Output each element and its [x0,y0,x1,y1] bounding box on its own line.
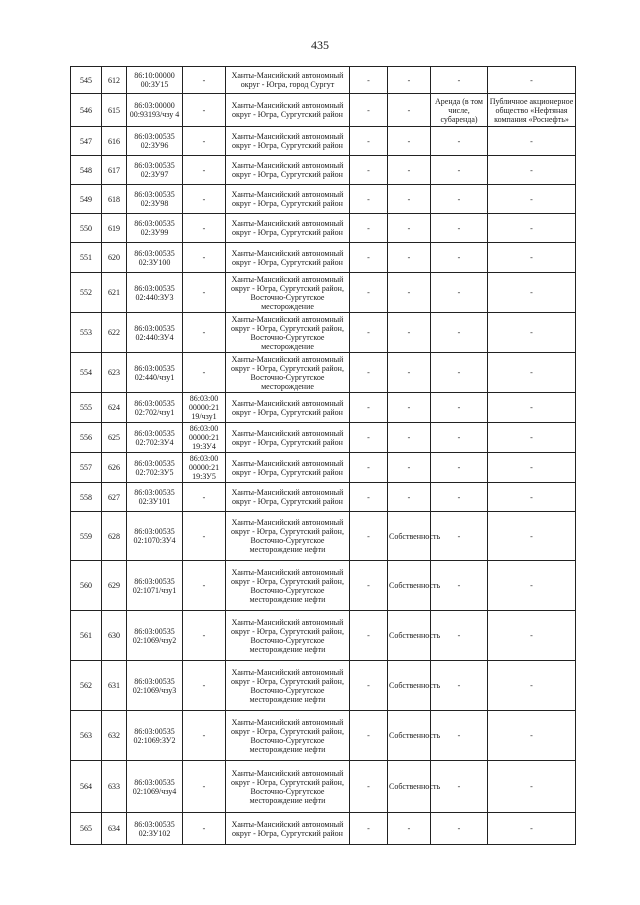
right-type-cell: - [388,353,431,393]
object-id-cell: 627 [102,483,127,512]
category-cell: - [350,353,388,393]
previous-number-cell: - [183,512,226,561]
encumbrance-cell: - [431,453,488,483]
cadastral-number-cell: 86:03:00535 02:1069/чзу3 [127,661,183,711]
previous-number-cell: 86:03:00 00000:21 19:ЗУ4 [183,423,226,453]
cadastral-number-cell: 86:03:00535 02:ЗУ102 [127,813,183,845]
table-row [71,761,576,813]
row-number-cell: 557 [71,453,102,483]
object-id-cell: 622 [102,313,127,353]
table-row [71,561,576,611]
right-type-cell: - [388,185,431,214]
table-row [71,127,576,156]
table-row [71,423,576,453]
category-cell: - [350,453,388,483]
address-cell: Ханты-Мансийский автономный округ - Югра, Сургутский район [226,214,350,243]
cadastral-number-cell: 86:03:00535 02:702:ЗУ5 [127,453,183,483]
address-cell: Ханты-Мансийский автономный округ - Югра, Сургутский район [226,243,350,273]
object-id-cell: 618 [102,185,127,214]
address-cell: Ханты-Мансийский автономный округ - Югра, Сургутский район [226,393,350,423]
previous-number-cell: - [183,313,226,353]
encumbrance-cell: - [431,393,488,423]
previous-number-cell: - [183,273,226,313]
right-type-cell: - [388,813,431,845]
category-cell: - [350,273,388,313]
table-row [71,156,576,185]
category-cell: - [350,67,388,94]
address-cell: Ханты-Мансийский автономный округ - Югра, Сургутский район, Восточно-Сургутское месторождение [226,353,350,393]
cadastral-number-cell: 86:03:00535 02:ЗУ96 [127,127,183,156]
right-type-cell: Собственность [388,661,431,711]
row-number-cell: 555 [71,393,102,423]
row-number-cell: 551 [71,243,102,273]
holder-cell: - [488,273,576,313]
holder-cell: - [488,313,576,353]
address-cell: Ханты-Мансийский автономный округ - Югра, Сургутский район, Восточно-Сургутское месторождение нефти [226,711,350,761]
object-id-cell: 615 [102,94,127,127]
cadastral-number-cell: 86:03:00535 02:ЗУ99 [127,214,183,243]
category-cell: - [350,313,388,353]
row-number-cell: 563 [71,711,102,761]
encumbrance-cell: - [431,214,488,243]
object-id-cell: 625 [102,423,127,453]
previous-number-cell: - [183,67,226,94]
previous-number-cell: - [183,611,226,661]
right-type-cell: - [388,313,431,353]
right-type-cell: - [388,393,431,423]
row-number-cell: 556 [71,423,102,453]
object-id-cell: 624 [102,393,127,423]
row-number-cell: 559 [71,512,102,561]
table-row [71,813,576,845]
table-row [71,353,576,393]
encumbrance-cell: - [431,243,488,273]
cadastral-number-cell: 86:03:00535 02:440:ЗУ4 [127,313,183,353]
right-type-cell: Собственность [388,561,431,611]
right-type-cell: - [388,423,431,453]
address-cell: Ханты-Мансийский автономный округ - Югра, Сургутский район [226,423,350,453]
category-cell: - [350,243,388,273]
cadastral-number-cell: 86:10:00000 00:ЗУ15 [127,67,183,94]
table-row [71,661,576,711]
right-type-cell: - [388,483,431,512]
cadastral-number-cell: 86:03:00535 02:1069:ЗУ2 [127,711,183,761]
object-id-cell: 626 [102,453,127,483]
encumbrance-cell: - [431,313,488,353]
table-row [71,185,576,214]
address-cell: Ханты-Мансийский автономный округ - Югра, Сургутский район, Восточно-Сургутское месторождение нефти [226,611,350,661]
category-cell: - [350,711,388,761]
encumbrance-cell: - [431,156,488,185]
cadastral-number-cell: 86:03:00535 02:ЗУ101 [127,483,183,512]
cadastral-number-cell: 86:03:00535 02:ЗУ98 [127,185,183,214]
cadastral-number-cell: 86:03:00535 02:702:ЗУ4 [127,423,183,453]
category-cell: - [350,611,388,661]
row-number-cell: 565 [71,813,102,845]
address-cell: Ханты-Мансийский автономный округ - Югра, Сургутский район [226,185,350,214]
object-id-cell: 612 [102,67,127,94]
object-id-cell: 621 [102,273,127,313]
address-cell: Ханты-Мансийский автономный округ - Югра, Сургутский район, Восточно-Сургутское месторождение нефти [226,561,350,611]
table-row [71,512,576,561]
row-number-cell: 562 [71,661,102,711]
cadastral-number-cell: 86:03:00535 02:ЗУ97 [127,156,183,185]
object-id-cell: 634 [102,813,127,845]
object-id-cell: 628 [102,512,127,561]
cadastral-number-cell: 86:03:00535 02:1069/чзу2 [127,611,183,661]
table-row [71,214,576,243]
row-number-cell: 561 [71,611,102,661]
encumbrance-cell: - [431,813,488,845]
previous-number-cell: - [183,185,226,214]
land-plot-table [70,66,576,845]
category-cell: - [350,512,388,561]
encumbrance-cell: - [431,353,488,393]
row-number-cell: 558 [71,483,102,512]
previous-number-cell: - [183,661,226,711]
encumbrance-cell: - [431,561,488,611]
right-type-cell: Собственность [388,761,431,813]
holder-cell: - [488,185,576,214]
holder-cell: - [488,67,576,94]
previous-number-cell: 86:03:00 00000:21 19:ЗУ5 [183,453,226,483]
object-id-cell: 616 [102,127,127,156]
category-cell: - [350,127,388,156]
category-cell: - [350,661,388,711]
holder-cell: - [488,761,576,813]
encumbrance-cell: - [431,761,488,813]
object-id-cell: 631 [102,661,127,711]
cadastral-number-cell: 86:03:00535 02:ЗУ100 [127,243,183,273]
category-cell: - [350,393,388,423]
address-cell: Ханты-Мансийский автономный округ - Югра, город Сургут [226,67,350,94]
right-type-cell: - [388,67,431,94]
holder-cell: - [488,353,576,393]
row-number-cell: 560 [71,561,102,611]
holder-cell: - [488,214,576,243]
holder-cell: - [488,243,576,273]
encumbrance-cell: - [431,423,488,453]
previous-number-cell: 86:03:00 00000:21 19/чзу1 [183,393,226,423]
holder-cell: - [488,393,576,423]
encumbrance-cell: - [431,67,488,94]
row-number-cell: 554 [71,353,102,393]
address-cell: Ханты-Мансийский автономный округ - Югра, Сургутский район, Восточно-Сургутское месторождение [226,313,350,353]
previous-number-cell: - [183,561,226,611]
table-row [71,273,576,313]
row-number-cell: 546 [71,94,102,127]
address-cell: Ханты-Мансийский автономный округ - Югра, Сургутский район [226,483,350,512]
holder-cell: - [488,661,576,711]
encumbrance-cell: - [431,512,488,561]
holder-cell: - [488,561,576,611]
table-row [71,483,576,512]
row-number-cell: 553 [71,313,102,353]
address-cell: Ханты-Мансийский автономный округ - Югра, Сургутский район, Восточно-Сургутское месторождение нефти [226,512,350,561]
object-id-cell: 630 [102,611,127,661]
holder-cell: - [488,813,576,845]
previous-number-cell: - [183,214,226,243]
table-row [71,711,576,761]
encumbrance-cell: - [431,661,488,711]
holder-cell: - [488,127,576,156]
encumbrance-cell: - [431,127,488,156]
right-type-cell: - [388,127,431,156]
row-number-cell: 548 [71,156,102,185]
row-number-cell: 545 [71,67,102,94]
object-id-cell: 617 [102,156,127,185]
right-type-cell: - [388,94,431,127]
category-cell: - [350,185,388,214]
table-row [71,243,576,273]
cadastral-number-cell: 86:03:00535 02:702/чзу1 [127,393,183,423]
previous-number-cell: - [183,156,226,185]
table-row [71,393,576,423]
encumbrance-cell: Аренда (в том числе, субаренда) [431,94,488,127]
row-number-cell: 564 [71,761,102,813]
category-cell: - [350,214,388,243]
category-cell: - [350,761,388,813]
row-number-cell: 549 [71,185,102,214]
category-cell: - [350,483,388,512]
encumbrance-cell: - [431,711,488,761]
address-cell: Ханты-Мансийский автономный округ - Югра, Сургутский район, Восточно-Сургутское месторождение нефти [226,761,350,813]
object-id-cell: 632 [102,711,127,761]
right-type-cell: Собственность [388,711,431,761]
cadastral-number-cell: 86:03:00535 02:1070:ЗУ4 [127,512,183,561]
right-type-cell: - [388,243,431,273]
previous-number-cell: - [183,761,226,813]
address-cell: Ханты-Мансийский автономный округ - Югра, Сургутский район, Восточно-Сургутское месторождение [226,273,350,313]
previous-number-cell: - [183,94,226,127]
object-id-cell: 629 [102,561,127,611]
category-cell: - [350,423,388,453]
cadastral-number-cell: 86:03:00535 02:1069/чзу4 [127,761,183,813]
table-body [71,67,576,845]
category-cell: - [350,561,388,611]
object-id-cell: 623 [102,353,127,393]
encumbrance-cell: - [431,273,488,313]
table-row [71,94,576,127]
address-cell: Ханты-Мансийский автономный округ - Югра, Сургутский район [226,813,350,845]
cadastral-number-cell: 86:03:00000 00:93193/чзу 4 [127,94,183,127]
previous-number-cell: - [183,127,226,156]
right-type-cell: - [388,453,431,483]
holder-cell: - [488,453,576,483]
table-row [71,313,576,353]
right-type-cell: - [388,214,431,243]
previous-number-cell: - [183,243,226,273]
holder-cell: - [488,611,576,661]
row-number-cell: 547 [71,127,102,156]
encumbrance-cell: - [431,483,488,512]
address-cell: Ханты-Мансийский автономный округ - Югра, Сургутский район [226,127,350,156]
right-type-cell: - [388,273,431,313]
previous-number-cell: - [183,711,226,761]
table-row [71,453,576,483]
address-cell: Ханты-Мансийский автономный округ - Югра, Сургутский район [226,453,350,483]
cadastral-number-cell: 86:03:00535 02:440/чзу1 [127,353,183,393]
address-cell: Ханты-Мансийский автономный округ - Югра, Сургутский район, Восточно-Сургутское месторождение нефти [226,661,350,711]
cadastral-number-cell: 86:03:00535 02:440:ЗУ3 [127,273,183,313]
holder-cell: - [488,156,576,185]
object-id-cell: 620 [102,243,127,273]
address-cell: Ханты-Мансийский автономный округ - Югра, Сургутский район [226,156,350,185]
category-cell: - [350,156,388,185]
right-type-cell: Собственность [388,512,431,561]
encumbrance-cell: - [431,611,488,661]
page-number: 435 [311,38,329,52]
previous-number-cell: - [183,483,226,512]
holder-cell: - [488,711,576,761]
category-cell: - [350,94,388,127]
address-cell: Ханты-Мансийский автономный округ - Югра, Сургутский район [226,94,350,127]
holder-cell: - [488,423,576,453]
holder-cell: - [488,512,576,561]
table-row [71,67,576,94]
category-cell: - [350,813,388,845]
previous-number-cell: - [183,353,226,393]
encumbrance-cell: - [431,185,488,214]
cadastral-number-cell: 86:03:00535 02:1071/чзу1 [127,561,183,611]
right-type-cell: - [388,156,431,185]
holder-cell: Публичное акционерное общество «Нефтяная компания «Роснефть» [488,94,576,127]
holder-cell: - [488,483,576,512]
object-id-cell: 633 [102,761,127,813]
table-row [71,611,576,661]
previous-number-cell: - [183,813,226,845]
object-id-cell: 619 [102,214,127,243]
right-type-cell: Собственность [388,611,431,661]
row-number-cell: 552 [71,273,102,313]
row-number-cell: 550 [71,214,102,243]
